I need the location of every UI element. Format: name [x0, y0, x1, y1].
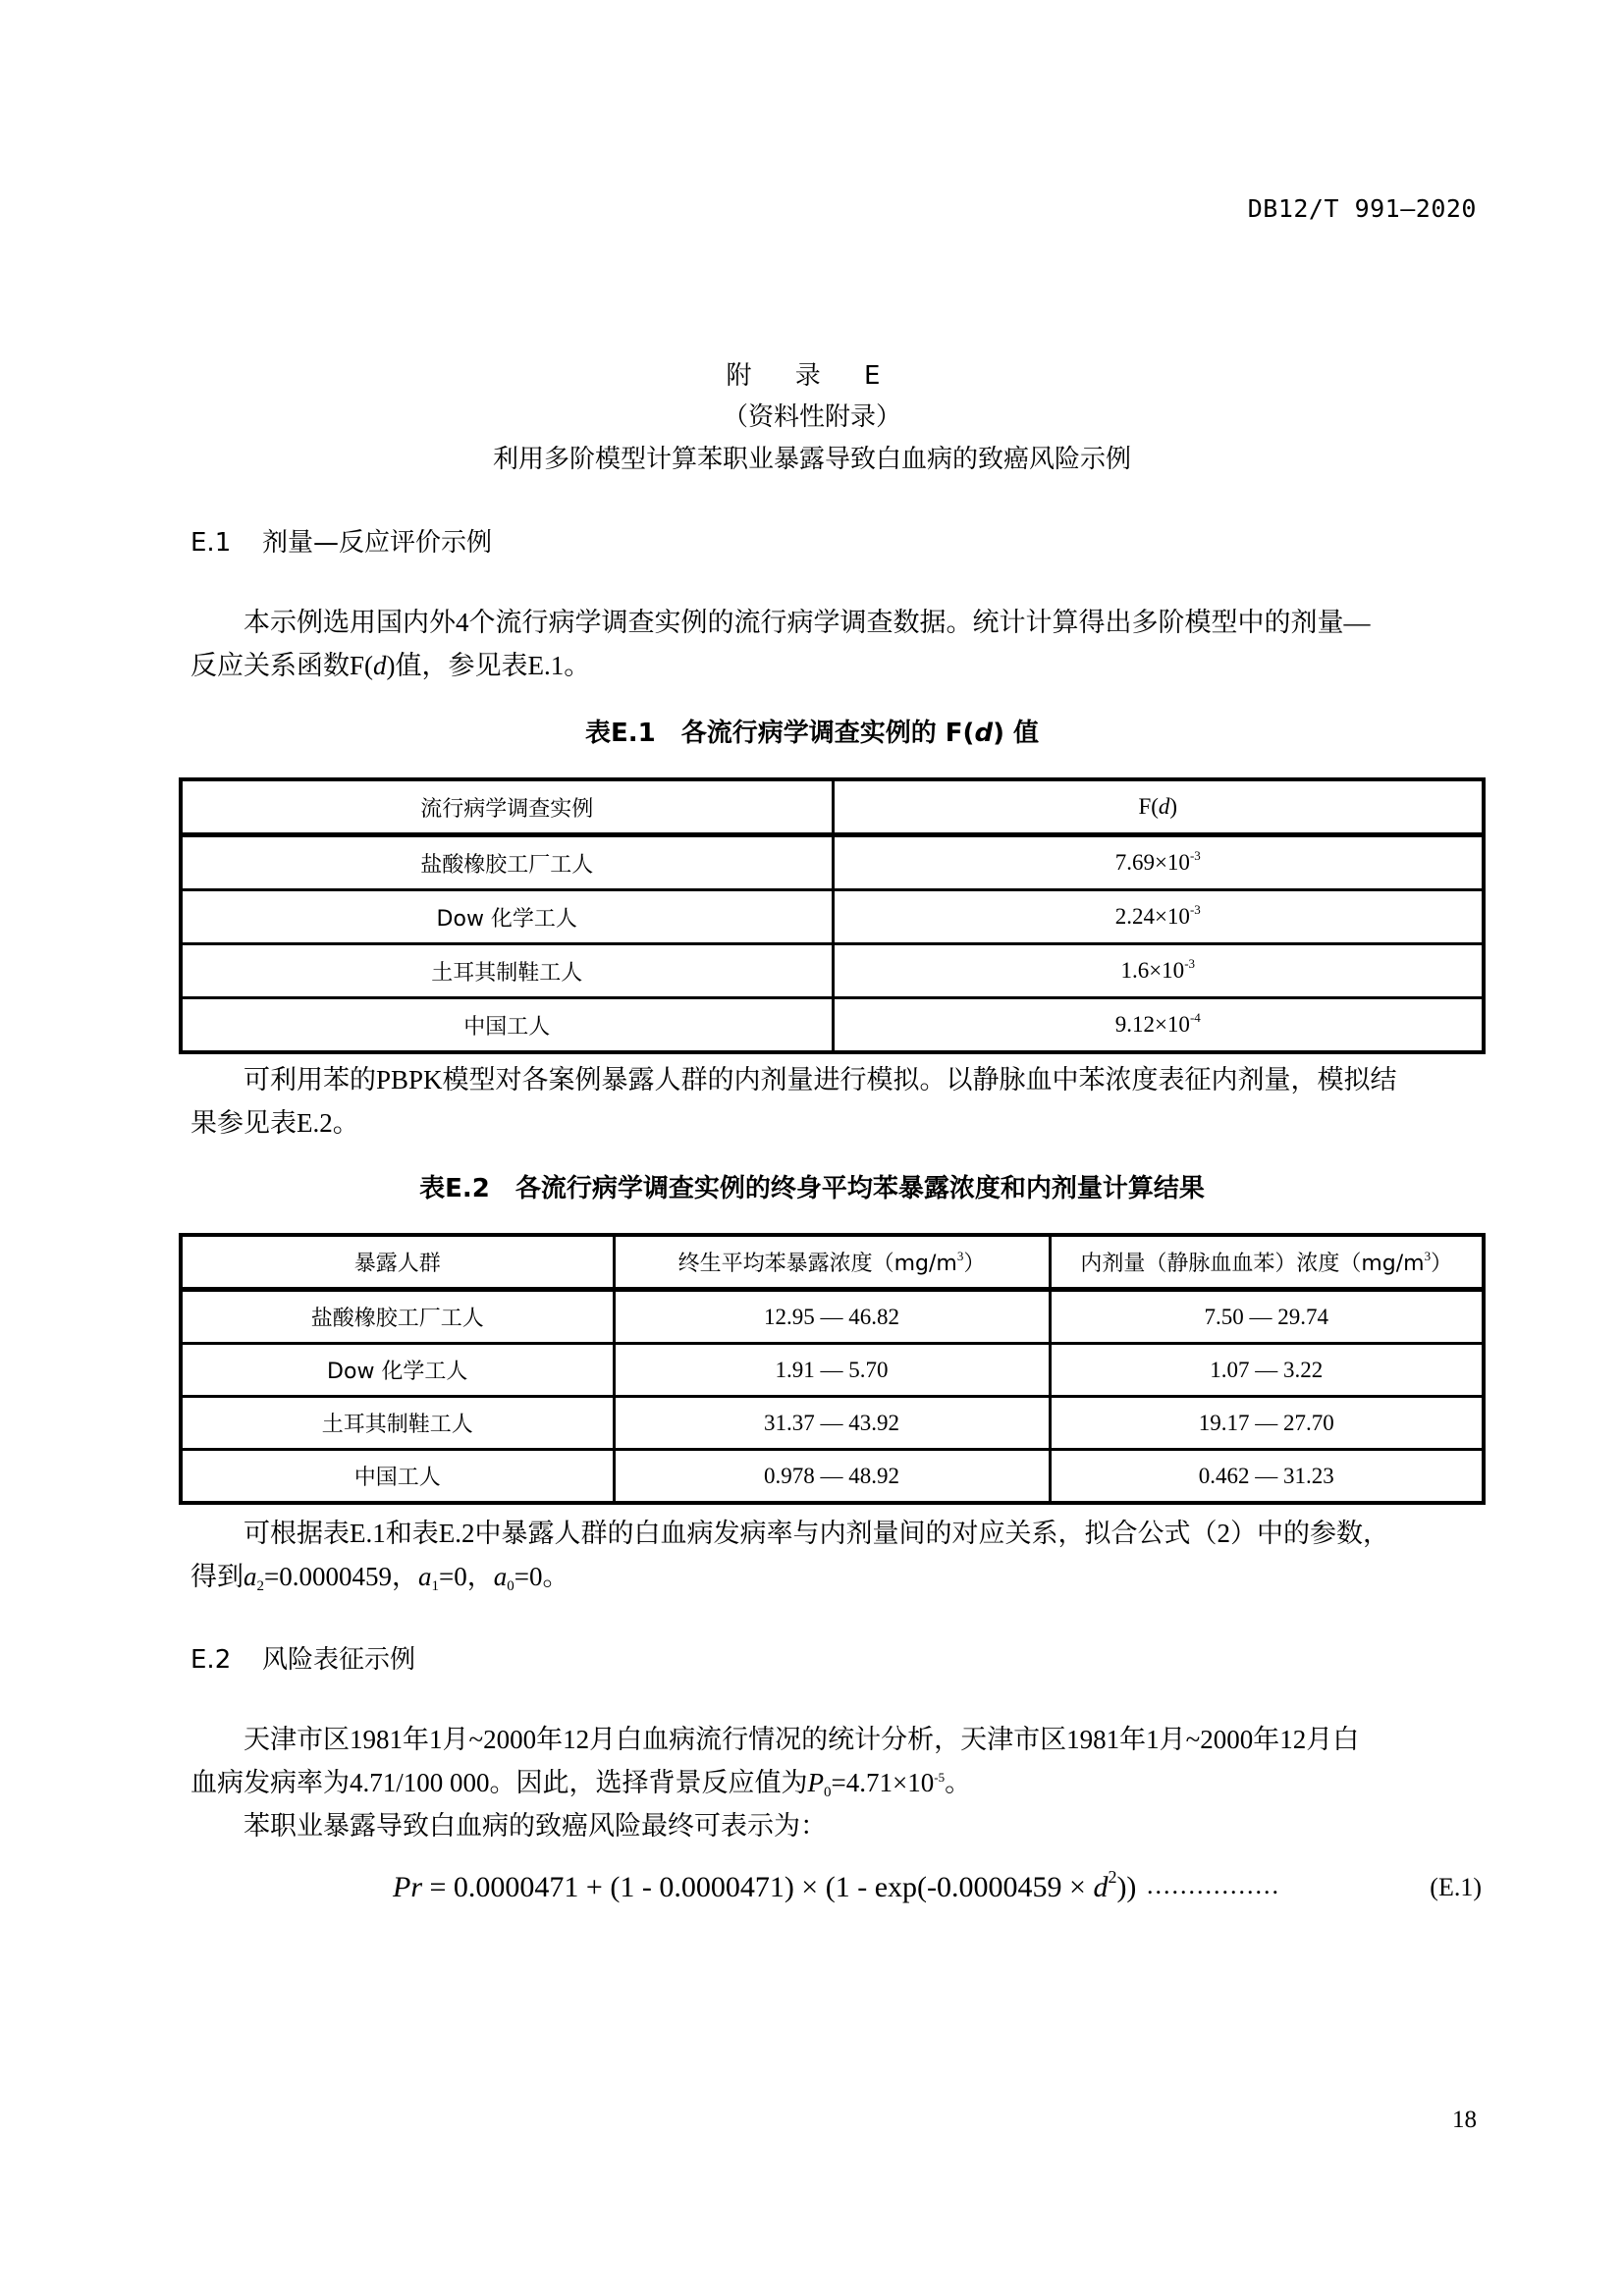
- text: 内剂量（静脉血血苯）浓度（mg/m: [1080, 1252, 1425, 1276]
- section-title: 风险表征示例: [262, 1645, 416, 1675]
- annex-title: 附 录 E: [726, 361, 898, 391]
- formula-lhs: Pr: [393, 1871, 422, 1903]
- paragraph-e2-background: [190, 1718, 1485, 1847]
- cell-exposure: 31.37 — 43.92: [614, 1397, 1050, 1450]
- subscript: 1: [431, 1578, 439, 1594]
- text: 1.6×10: [1120, 958, 1185, 983]
- text: 可利用苯的PBPK模型对各案例暴露人群的内剂量进行模拟。以静脉血中苯浓度表征内剂量，模拟结: [244, 1065, 1397, 1095]
- paragraph-line: [190, 1718, 1485, 1761]
- table-row: [181, 1344, 1484, 1397]
- text: 本示例选用国内外4个流行病学调查实例的流行病学调查数据。统计计算得出多阶模型中的剂量—: [244, 608, 1371, 637]
- subscript: 0: [507, 1578, 514, 1594]
- caption-variable: d: [974, 719, 994, 748]
- cell-fd-value: [833, 835, 1484, 890]
- text: 2.24×10: [1114, 904, 1190, 929]
- text: ): [1169, 794, 1178, 819]
- cell-internal-dose: 0.462 — 31.23: [1050, 1450, 1484, 1504]
- paragraph-line: [190, 1761, 1485, 1804]
- table-row: [181, 1397, 1484, 1450]
- cell-group: Dow 化学工人: [181, 1344, 614, 1397]
- variable: d: [373, 651, 387, 680]
- value-a1: =0，: [438, 1562, 494, 1591]
- value-a0: =0。: [514, 1562, 569, 1591]
- table-e2: [179, 1233, 1486, 1505]
- section-heading-e1: [190, 522, 492, 559]
- text: =4.71×10: [831, 1768, 935, 1797]
- value-a2: =0.0000459，: [264, 1562, 418, 1591]
- paragraph-line: [190, 1512, 1485, 1555]
- table-e1-caption: [0, 713, 1624, 749]
- variable-p: P: [807, 1768, 825, 1797]
- text: 。: [945, 1768, 972, 1797]
- column-header-internal-dose: [1050, 1235, 1484, 1290]
- variable-a: a: [493, 1562, 508, 1591]
- page-number: 18: [1452, 2107, 1477, 2133]
- cell-internal-dose: 19.17 — 27.70: [1050, 1397, 1484, 1450]
- exponent: -3: [1184, 956, 1196, 971]
- cell-survey-name: 盐酸橡胶工厂工人: [181, 835, 833, 890]
- superscript: 3: [1424, 1249, 1432, 1263]
- text: 血病发病率为4.71/100 000。因此，选择背景反应值为: [190, 1768, 808, 1797]
- section-title: 剂量—反应评价示例: [262, 528, 493, 558]
- exponent: -3: [1189, 902, 1201, 917]
- exponent: -3: [1189, 848, 1201, 863]
- section-number: E.2: [190, 1645, 232, 1675]
- text: 天津市区1981年1月~2000年12月白血病流行情况的统计分析，天津市区1981年1月~2000年12月白: [244, 1725, 1360, 1754]
- cell-survey-name: 土耳其制鞋工人: [181, 944, 833, 998]
- text: 反应关系函数F(: [190, 651, 374, 680]
- column-header-fd: [833, 779, 1484, 835]
- formula-variable: d: [1093, 1871, 1109, 1903]
- variable-a: a: [244, 1562, 257, 1591]
- annex-heading: 利用多阶模型计算苯职业暴露导致白血病的致癌风险示例: [492, 445, 1131, 474]
- paragraph-line: [190, 1058, 1485, 1101]
- exponent: -5: [934, 1770, 946, 1785]
- superscript: 3: [956, 1249, 964, 1263]
- cell-fd-value: [833, 944, 1484, 998]
- cell-fd-value: [833, 998, 1484, 1053]
- cell-internal-dose: 7.50 — 29.74: [1050, 1290, 1484, 1344]
- formula-exponent: 2: [1108, 1867, 1117, 1887]
- paragraph-e1-pbpk: [190, 1058, 1485, 1145]
- cell-fd-value: [833, 890, 1484, 944]
- text: 可根据表E.1和表E.2中暴露人群的白血病发病率与内剂量间的对应关系，拟合公式（2）中的参数，: [244, 1519, 1389, 1548]
- cell-exposure: 12.95 — 46.82: [614, 1290, 1050, 1344]
- section-heading-e2: [190, 1639, 415, 1676]
- table-header-row: [181, 779, 1484, 835]
- text: 9.12×10: [1114, 1012, 1190, 1037]
- paragraph-line: [190, 1101, 1485, 1145]
- column-header-survey: 流行病学调查实例: [181, 779, 833, 835]
- variable-a: a: [417, 1562, 432, 1591]
- text: ）: [1431, 1252, 1453, 1276]
- text: 得到: [190, 1562, 244, 1591]
- column-header-group: 暴露人群: [181, 1235, 614, 1290]
- column-header-exposure: [614, 1235, 1050, 1290]
- formula-leader-dots: ................: [1147, 1871, 1280, 1899]
- caption-text: 表E.1 各流行病学调查实例的 F(: [585, 719, 975, 748]
- table-row: [181, 1450, 1484, 1504]
- paragraph-line: [190, 644, 1485, 687]
- cell-survey-name: 中国工人: [181, 998, 833, 1053]
- text: 终生平均苯暴露浓度（mg/m: [677, 1252, 957, 1276]
- paragraph-line: [190, 1555, 1485, 1598]
- paragraph-e1-fit: [190, 1512, 1485, 1598]
- text: ）: [963, 1252, 986, 1276]
- section-number: E.1: [190, 528, 232, 558]
- table-header-row: [181, 1235, 1484, 1290]
- text: 苯职业暴露导致白血病的致癌风险最终可表示为：: [244, 1811, 827, 1841]
- table-row: [181, 1290, 1484, 1344]
- table-row: [181, 835, 1484, 890]
- cell-internal-dose: 1.07 — 3.22: [1050, 1344, 1484, 1397]
- table-row: [181, 890, 1484, 944]
- annex-type: （资料性附录）: [722, 402, 901, 432]
- table-row: [181, 998, 1484, 1053]
- formula-rhs: )): [1116, 1871, 1137, 1903]
- text: F(: [1138, 794, 1159, 819]
- text: 7.69×10: [1114, 850, 1190, 875]
- cell-survey-name: Dow 化学工人: [181, 890, 833, 944]
- document-code: DB12/T 991—2020: [1247, 194, 1477, 223]
- table-row: [181, 944, 1484, 998]
- paragraph-e1-intro: [190, 601, 1485, 687]
- cell-group: 中国工人: [181, 1450, 614, 1504]
- cell-exposure: 1.91 — 5.70: [614, 1344, 1050, 1397]
- paragraph-line: [190, 1804, 1485, 1847]
- formula-e1: [393, 1867, 1137, 1904]
- variable: d: [1158, 794, 1170, 819]
- formula-rhs: = 0.0000471 + (1 - 0.0000471) × (1 - exp(-0.0000459 ×: [422, 1871, 1094, 1903]
- table-e1: [179, 777, 1486, 1054]
- caption-text: ) 值: [993, 719, 1039, 748]
- exponent: -4: [1189, 1010, 1201, 1025]
- formula-number: (E.1): [1430, 1873, 1482, 1901]
- subscript: 0: [824, 1785, 832, 1800]
- cell-group: 土耳其制鞋工人: [181, 1397, 614, 1450]
- paragraph-line: [190, 601, 1485, 644]
- table-e2-caption: 表E.2 各流行病学调查实例的终身平均苯暴露浓度和内剂量计算结果: [419, 1174, 1205, 1203]
- text: 果参见表E.2。: [190, 1108, 359, 1138]
- cell-group: 盐酸橡胶工厂工人: [181, 1290, 614, 1344]
- cell-exposure: 0.978 — 48.92: [614, 1450, 1050, 1504]
- subscript: 2: [256, 1578, 264, 1594]
- text: )值，参见表E.1。: [386, 651, 591, 680]
